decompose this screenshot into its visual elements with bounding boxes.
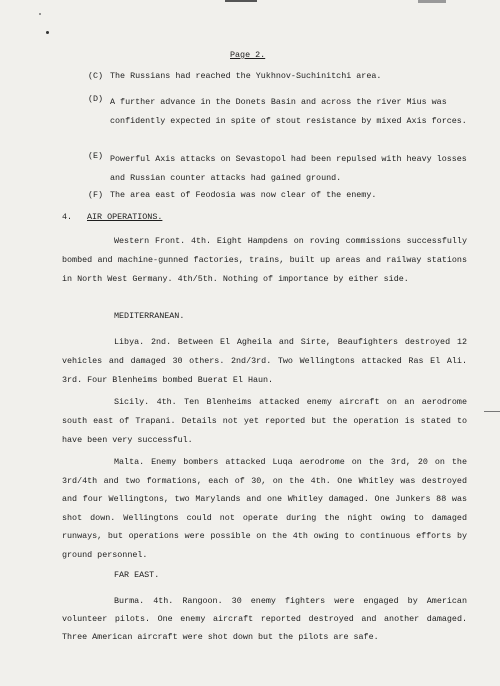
paragraph-sicily: Sicily. 4th. Ten Blenheims attacked enemy aircraft on an aerodrome south east of Trapani. Details not yet reported but the operation is stated to have been very successful. bbox=[62, 397, 467, 445]
page-number: Page 2. bbox=[230, 50, 266, 60]
list-item-text: The Russians had reached the Yukhnov-Suchinitchi area. bbox=[110, 71, 382, 81]
paragraph-libya: Libya. 2nd. Between El Agheila and Sirte, Beaufighters destroyed 12 vehicles and damaged 30 others. 2nd/3rd. Two Wellingtons attacked Ras El Ali. 3rd. Four Blenheims bombed Buerat El Haun. bbox=[62, 337, 467, 385]
section-number: 4. bbox=[62, 212, 73, 222]
list-item-label: (F) bbox=[88, 190, 104, 200]
scan-mark-right bbox=[484, 411, 500, 412]
scan-mark-top bbox=[225, 0, 257, 2]
list-item-label: (D) bbox=[88, 94, 104, 104]
list-item-text: The area east of Feodosia was now clear of the enemy. bbox=[110, 190, 377, 200]
subheading-mediterranean: MEDITERRANEAN. bbox=[114, 311, 185, 321]
list-item-label: (C) bbox=[88, 71, 104, 81]
list-item-text: Powerful Axis attacks on Sevastopol had been repulsed with heavy losses and Russian counter attacks had gained ground. bbox=[110, 154, 467, 183]
paragraph-western-front: Western Front. 4th. Eight Hampdens on roving commissions successfully bombed and machine-gunned factories, trains, built up areas and railway stations in North West Germany. 4th/5th. Nothing of importance by either side. bbox=[62, 236, 467, 284]
scan-speck bbox=[46, 31, 49, 34]
paragraph-malta: Malta. Enemy bombers attacked Luqa aerodrome on the 3rd, 20 on the 3rd/4th and two formations, each of 30, on the 4th. One Whitley was destroyed and four Wellingtons, two Marylands and one Whitley damaged. One Junkers 88 was shot down. Wellingtons could not operate during the night owing to damaged runways, but operations were possible on the 4th owing to continuous efforts by ground personnel. bbox=[62, 457, 467, 560]
list-item-text: A further advance in the Donets Basin and across the river Mius was confidently expected in spite of stout resistance by mixed Axis forces. bbox=[110, 97, 467, 126]
section-title: AIR OPERATIONS. bbox=[87, 212, 163, 222]
scan-mark-top-right bbox=[418, 0, 446, 3]
scan-speck bbox=[39, 13, 41, 15]
list-item-label: (E) bbox=[88, 151, 104, 161]
paragraph-burma: Burma. 4th. Rangoon. 30 enemy fighters were engaged by American volunteer pilots. One enemy aircraft reported destroyed and another damaged. Three American aircraft were shot down but the pilots are safe. bbox=[62, 596, 467, 642]
subheading-far-east: FAR EAST. bbox=[114, 570, 160, 580]
